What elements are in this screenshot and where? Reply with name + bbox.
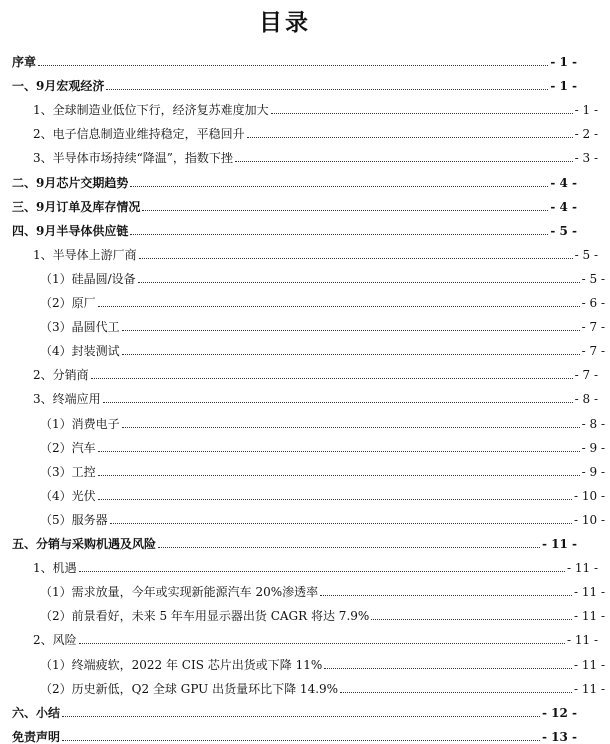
toc-entry-label: 三、9月订单及库存情况 bbox=[12, 199, 141, 214]
toc-entry-page-number: - 8 - bbox=[574, 392, 598, 407]
toc-entry[interactable] bbox=[0, 73, 582, 93]
toc-entry-label: （4）封装测试 bbox=[40, 344, 120, 359]
toc-entry[interactable] bbox=[0, 724, 582, 744]
toc-title: 目录 bbox=[259, 10, 311, 36]
toc-entry[interactable] bbox=[0, 314, 610, 334]
toc-entry-page-number: - 7 - bbox=[581, 344, 605, 359]
dot-leader bbox=[130, 185, 548, 187]
toc-entry[interactable] bbox=[0, 242, 603, 262]
dot-leader bbox=[91, 377, 573, 379]
toc-entry-page-number: - 4 - bbox=[550, 199, 577, 214]
toc-entry-label: （2）前景看好，未来 5 年车用显示器出货 CAGR 将达 7.9% bbox=[40, 609, 370, 624]
toc-entry-label: 3、半导体市场持续“降温”，指数下挫 bbox=[33, 151, 233, 166]
toc-entry-label: （4）光伏 bbox=[40, 488, 96, 503]
toc-entry-label: 一、9月宏观经济 bbox=[12, 79, 105, 94]
dot-leader bbox=[271, 112, 573, 114]
toc-entry-label: （1）终端疲软，2022 年 CIS 芯片出货或下降 11% bbox=[40, 657, 323, 672]
toc-entry[interactable] bbox=[0, 579, 610, 599]
toc-entry-label: 二、9月芯片交期趋势 bbox=[12, 175, 129, 190]
toc-entry-page-number: - 11 - bbox=[566, 561, 598, 576]
toc-entry[interactable] bbox=[0, 145, 603, 165]
toc-entry-page-number: - 11 - bbox=[541, 537, 577, 551]
toc-entry-label: 1、全球制造业低位下行，经济复苏难度加大 bbox=[33, 103, 269, 118]
toc-entry[interactable] bbox=[0, 652, 610, 672]
toc-entry[interactable] bbox=[0, 483, 610, 503]
toc-entry-page-number: - 5 - bbox=[574, 247, 598, 262]
toc-entry[interactable] bbox=[0, 194, 582, 214]
dot-leader bbox=[142, 209, 548, 211]
toc-entry[interactable] bbox=[0, 531, 582, 551]
toc-entry-page-number: - 11 - bbox=[573, 609, 605, 624]
toc-entry-label: （1）需求放量，今年或实现新能源汽车 20%渗透率 bbox=[40, 585, 319, 600]
toc-entry-page-number: - 7 - bbox=[574, 368, 598, 383]
toc-entry-page-number: - 9 - bbox=[581, 464, 605, 479]
dot-leader bbox=[122, 353, 580, 355]
dot-leader bbox=[110, 522, 572, 524]
toc-entry-page-number: - 10 - bbox=[573, 512, 605, 527]
dot-leader bbox=[79, 570, 565, 572]
toc-entry[interactable] bbox=[0, 627, 603, 647]
toc-entry[interactable] bbox=[0, 290, 610, 310]
dot-leader bbox=[98, 498, 572, 500]
toc-entry[interactable] bbox=[0, 386, 603, 406]
toc-entry[interactable] bbox=[0, 676, 610, 696]
toc-entry-label: （2）原厂 bbox=[40, 296, 96, 310]
dot-leader bbox=[122, 426, 580, 428]
toc-entry[interactable] bbox=[0, 170, 582, 190]
toc-entry-page-number: - 4 - bbox=[550, 175, 577, 190]
toc-entry[interactable] bbox=[0, 435, 610, 455]
dot-leader bbox=[158, 546, 540, 548]
toc-entry-label: 1、机遇 bbox=[33, 561, 77, 576]
toc-entry-page-number: - 1 - bbox=[550, 55, 577, 69]
toc-entry[interactable] bbox=[0, 218, 582, 238]
dot-leader bbox=[320, 594, 572, 596]
toc-entry-page-number: - 1 - bbox=[574, 103, 598, 118]
toc-entry-label: 四、9月半导体供应链 bbox=[12, 223, 129, 238]
toc-entry-label: （3）工控 bbox=[40, 464, 96, 479]
dot-leader bbox=[62, 715, 540, 717]
toc-entry[interactable] bbox=[0, 121, 603, 141]
dot-leader bbox=[371, 618, 572, 620]
toc-entry-label: 免责声明 bbox=[12, 729, 61, 744]
dot-leader bbox=[98, 474, 580, 476]
toc-entry-page-number: - 2 - bbox=[574, 127, 598, 142]
toc-entry[interactable] bbox=[0, 362, 603, 382]
toc-entry-page-number: - 10 - bbox=[573, 488, 605, 503]
toc-entry-label: （5）服务器 bbox=[40, 512, 108, 527]
toc-entry-label: 1、半导体上游厂商 bbox=[33, 247, 137, 262]
toc-entry-label: （1）消费电子 bbox=[40, 416, 120, 431]
toc-entry[interactable] bbox=[0, 266, 610, 286]
dot-leader bbox=[98, 305, 580, 307]
dot-leader bbox=[106, 88, 548, 90]
toc-entry-page-number: - 12 - bbox=[541, 705, 577, 720]
toc-entry[interactable] bbox=[0, 459, 610, 479]
toc-entry-label: 序章 bbox=[12, 55, 37, 69]
toc-entry-page-number: - 7 - bbox=[581, 320, 605, 335]
toc-entry-label: （1）硅晶圆/设备 bbox=[40, 271, 136, 286]
toc-entry-page-number: - 5 - bbox=[581, 271, 605, 286]
dot-leader bbox=[62, 739, 540, 741]
dot-leader bbox=[103, 401, 573, 403]
toc-entry-page-number: - 11 - bbox=[573, 585, 605, 600]
toc-entry[interactable] bbox=[0, 507, 610, 527]
toc-entry[interactable] bbox=[0, 555, 603, 575]
dot-leader bbox=[122, 329, 580, 331]
toc-entry-page-number: - 11 - bbox=[573, 681, 605, 696]
dot-leader bbox=[139, 257, 573, 259]
toc-entry-label: （2）汽车 bbox=[40, 440, 96, 455]
toc-entry-label: 2、风险 bbox=[33, 633, 77, 648]
toc-entry[interactable] bbox=[0, 411, 610, 431]
toc-entry-label: 2、电子信息制造业维持稳定，平稳回升 bbox=[33, 127, 245, 142]
toc-entry-page-number: - 11 - bbox=[573, 657, 605, 672]
toc-entry-page-number: - 1 - bbox=[550, 79, 577, 94]
dot-leader bbox=[235, 160, 573, 162]
dot-leader bbox=[130, 233, 548, 235]
dot-leader bbox=[98, 450, 580, 452]
toc-entry-label: 2、分销商 bbox=[33, 368, 89, 383]
dot-leader bbox=[340, 691, 572, 693]
toc-entry-page-number: - 6 - bbox=[581, 296, 605, 310]
toc-entry[interactable] bbox=[0, 603, 610, 623]
toc-entry-page-number: - 8 - bbox=[581, 416, 605, 431]
toc-entry-label: （2）历史新低，Q2 全球 GPU 出货量环比下降 14.9% bbox=[40, 681, 339, 696]
toc-entry-page-number: - 11 - bbox=[566, 633, 598, 648]
toc-entry-label: 五、分销与采购机遇及风险 bbox=[12, 537, 157, 551]
toc-entry[interactable] bbox=[0, 338, 610, 358]
toc-entry-label: （3）晶圆代工 bbox=[40, 320, 120, 335]
toc-entry-page-number: - 5 - bbox=[550, 223, 577, 238]
toc-entry[interactable] bbox=[0, 49, 582, 69]
toc-entry-page-number: - 9 - bbox=[581, 440, 605, 455]
toc-entry-label: 六、小结 bbox=[12, 705, 61, 720]
toc-entry[interactable] bbox=[0, 700, 582, 720]
dot-leader bbox=[38, 64, 548, 66]
dot-leader bbox=[79, 642, 565, 644]
dot-leader bbox=[324, 667, 572, 669]
dot-leader bbox=[138, 281, 580, 283]
toc-entry-label: 3、终端应用 bbox=[33, 392, 101, 407]
dot-leader bbox=[247, 136, 573, 138]
toc-entry[interactable] bbox=[0, 97, 603, 117]
toc-entry-page-number: - 3 - bbox=[574, 151, 598, 166]
toc-entry-page-number: - 13 - bbox=[541, 729, 577, 744]
